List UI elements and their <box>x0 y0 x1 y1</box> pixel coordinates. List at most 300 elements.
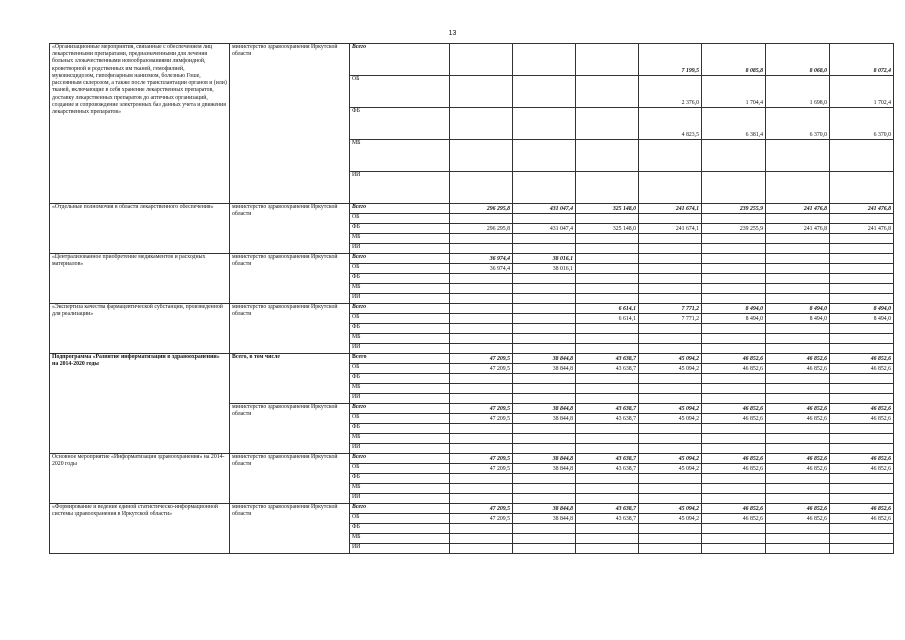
amount-cell: 38 844,8 <box>513 454 576 464</box>
activity-name: Подпрограмма «Развитие информатизации в здравоохранении» на 2014-2020 годы <box>50 354 230 454</box>
amount-cell <box>766 284 830 294</box>
amount-cell <box>702 494 766 504</box>
amount-cell <box>639 214 702 224</box>
amount-cell <box>450 534 513 544</box>
amount-cell: 296 295,8 <box>450 224 513 234</box>
amount-cell <box>576 172 639 204</box>
amount-cell: 7 771,2 <box>639 314 702 324</box>
amount-cell <box>450 76 513 108</box>
responsible-executor: министерство здравоохранения Иркутской области <box>230 504 350 554</box>
amount-cell <box>702 394 766 404</box>
amount-cell <box>450 374 513 384</box>
amount-cell <box>766 384 830 394</box>
responsible-executor: министерство здравоохранения Иркутской области <box>230 404 350 454</box>
amount-cell: 4 823,5 <box>639 108 702 140</box>
amount-cell: 8 494,0 <box>702 304 766 314</box>
amount-cell <box>576 334 639 344</box>
funding-source: МБ <box>350 434 450 444</box>
funding-source: МБ <box>350 284 450 294</box>
funding-source: Всего <box>350 254 450 264</box>
amount-cell <box>830 324 894 334</box>
amount-cell: 296 295,8 <box>450 204 513 214</box>
amount-cell: 2 376,0 <box>639 76 702 108</box>
amount-cell: 8 494,0 <box>702 314 766 324</box>
amount-cell: 43 638,7 <box>576 464 639 474</box>
amount-cell: 45 094,2 <box>639 364 702 374</box>
amount-cell <box>766 344 830 354</box>
amount-cell <box>576 140 639 172</box>
amount-cell: 46 852,6 <box>766 514 830 524</box>
amount-cell <box>576 76 639 108</box>
amount-cell <box>830 294 894 304</box>
amount-cell: 325 148,0 <box>576 204 639 214</box>
amount-cell: 46 852,6 <box>830 364 894 374</box>
amount-cell <box>576 374 639 384</box>
amount-cell <box>702 544 766 554</box>
funding-source: МБ <box>350 334 450 344</box>
amount-cell <box>639 494 702 504</box>
amount-cell <box>576 234 639 244</box>
amount-cell <box>639 172 702 204</box>
amount-cell <box>702 294 766 304</box>
amount-cell <box>702 474 766 484</box>
table-row <box>50 304 894 314</box>
amount-cell <box>830 334 894 344</box>
amount-cell <box>513 234 576 244</box>
amount-cell <box>450 234 513 244</box>
amount-cell <box>702 244 766 254</box>
amount-cell: 46 852,6 <box>830 454 894 464</box>
amount-cell: 46 852,6 <box>766 354 830 364</box>
amount-cell: 46 852,6 <box>830 354 894 364</box>
amount-cell <box>576 494 639 504</box>
amount-cell <box>513 304 576 314</box>
amount-cell: 8 085,8 <box>702 44 766 76</box>
amount-cell <box>576 244 639 254</box>
amount-cell: 6 381,4 <box>702 108 766 140</box>
amount-cell: 1 702,4 <box>830 76 894 108</box>
amount-cell <box>766 334 830 344</box>
table-row <box>50 454 894 464</box>
amount-cell <box>830 374 894 384</box>
financing-table <box>49 43 894 554</box>
amount-cell <box>576 324 639 334</box>
funding-source: ФБ <box>350 324 450 334</box>
amount-cell <box>513 244 576 254</box>
amount-cell <box>576 44 639 76</box>
activity-name: «Экспертиза качества фармацевтической субстанции, произведенной для реализации» <box>50 304 230 354</box>
funding-source: ФБ <box>350 274 450 284</box>
amount-cell <box>576 108 639 140</box>
amount-cell <box>766 264 830 274</box>
funding-source: ИИ <box>350 244 450 254</box>
amount-cell: 43 638,7 <box>576 504 639 514</box>
amount-cell <box>513 284 576 294</box>
amount-cell <box>513 294 576 304</box>
amount-cell: 46 852,6 <box>766 464 830 474</box>
amount-cell: 241 476,8 <box>766 204 830 214</box>
amount-cell: 46 852,6 <box>766 404 830 414</box>
funding-source: ФБ <box>350 524 450 534</box>
responsible-executor: министерство здравоохранения Иркутской области <box>230 204 350 254</box>
funding-source: ОБ <box>350 364 450 374</box>
amount-cell <box>766 374 830 384</box>
funding-source: ФБ <box>350 108 450 140</box>
amount-cell <box>830 484 894 494</box>
activity-name: «Централизованное приобретение медикаментов и расходных материалов» <box>50 254 230 304</box>
funding-source: Всего <box>350 304 450 314</box>
amount-cell <box>450 494 513 504</box>
amount-cell: 47 209,5 <box>450 354 513 364</box>
funding-source: ИИ <box>350 344 450 354</box>
funding-source: Всего <box>350 204 450 214</box>
amount-cell <box>576 544 639 554</box>
amount-cell <box>513 524 576 534</box>
amount-cell: 6 614,1 <box>576 304 639 314</box>
amount-cell <box>702 444 766 454</box>
funding-source: МБ <box>350 484 450 494</box>
amount-cell: 38 844,8 <box>513 354 576 364</box>
amount-cell: 46 852,6 <box>702 404 766 414</box>
table-row <box>50 254 894 264</box>
amount-cell: 47 209,5 <box>450 364 513 374</box>
amount-cell <box>450 384 513 394</box>
amount-cell <box>639 344 702 354</box>
amount-cell <box>513 314 576 324</box>
funding-source: ОБ <box>350 76 450 108</box>
funding-source: ОБ <box>350 314 450 324</box>
amount-cell: 38 016,1 <box>513 264 576 274</box>
amount-cell: 6 370,0 <box>830 108 894 140</box>
amount-cell <box>450 484 513 494</box>
amount-cell: 43 638,7 <box>576 514 639 524</box>
amount-cell <box>702 234 766 244</box>
amount-cell <box>513 434 576 444</box>
funding-source: ИИ <box>350 394 450 404</box>
table-row <box>50 44 894 76</box>
responsible-executor: министерство здравоохранения Иркутской области <box>230 44 350 204</box>
amount-cell <box>513 140 576 172</box>
amount-cell <box>450 334 513 344</box>
activity-name: Основное мероприятие «Информатизация здравоохранения» на 2014-2020 годы <box>50 454 230 504</box>
amount-cell <box>766 234 830 244</box>
amount-cell <box>830 344 894 354</box>
amount-cell <box>830 244 894 254</box>
amount-cell: 46 852,6 <box>702 454 766 464</box>
amount-cell <box>830 140 894 172</box>
amount-cell <box>639 140 702 172</box>
funding-source: ФБ <box>350 374 450 384</box>
amount-cell: 38 844,8 <box>513 504 576 514</box>
amount-cell: 1 698,0 <box>766 76 830 108</box>
amount-cell <box>830 424 894 434</box>
amount-cell <box>513 76 576 108</box>
amount-cell: 7 199,5 <box>639 44 702 76</box>
amount-cell: 46 852,6 <box>702 464 766 474</box>
amount-cell <box>513 494 576 504</box>
amount-cell <box>576 384 639 394</box>
amount-cell <box>702 172 766 204</box>
amount-cell <box>513 214 576 224</box>
amount-cell: 8 068,0 <box>766 44 830 76</box>
amount-cell: 45 094,2 <box>639 514 702 524</box>
amount-cell <box>639 244 702 254</box>
amount-cell: 431 047,4 <box>513 224 576 234</box>
amount-cell: 7 771,2 <box>639 304 702 314</box>
amount-cell: 47 209,5 <box>450 404 513 414</box>
amount-cell <box>576 434 639 444</box>
table-row <box>50 354 894 364</box>
amount-cell <box>702 334 766 344</box>
responsible-executor: министерство здравоохранения Иркутской области <box>230 454 350 504</box>
amount-cell <box>450 324 513 334</box>
amount-cell <box>513 324 576 334</box>
amount-cell: 46 852,6 <box>766 504 830 514</box>
amount-cell <box>450 294 513 304</box>
funding-source: Всего <box>350 404 450 414</box>
amount-cell: 46 852,6 <box>702 414 766 424</box>
amount-cell: 47 209,5 <box>450 414 513 424</box>
amount-cell <box>830 544 894 554</box>
funding-source: Всего <box>350 504 450 514</box>
funding-source: МБ <box>350 534 450 544</box>
funding-source: ИИ <box>350 172 450 204</box>
amount-cell: 38 844,8 <box>513 414 576 424</box>
amount-cell: 47 209,5 <box>450 514 513 524</box>
amount-cell: 6 614,1 <box>576 314 639 324</box>
amount-cell: 241 674,1 <box>639 224 702 234</box>
responsible-executor: Всего, в том числе <box>230 354 350 404</box>
funding-source: ОБ <box>350 264 450 274</box>
amount-cell <box>513 384 576 394</box>
amount-cell: 8 494,0 <box>766 304 830 314</box>
amount-cell: 46 852,6 <box>830 514 894 524</box>
amount-cell <box>639 264 702 274</box>
amount-cell: 46 852,6 <box>766 454 830 464</box>
amount-cell <box>576 284 639 294</box>
amount-cell <box>513 274 576 284</box>
amount-cell: 38 844,8 <box>513 464 576 474</box>
amount-cell <box>830 524 894 534</box>
amount-cell: 46 852,6 <box>830 464 894 474</box>
amount-cell <box>639 384 702 394</box>
amount-cell: 43 638,7 <box>576 414 639 424</box>
amount-cell <box>766 484 830 494</box>
amount-cell: 241 476,8 <box>830 224 894 234</box>
amount-cell <box>766 244 830 254</box>
amount-cell <box>766 474 830 484</box>
amount-cell <box>639 474 702 484</box>
amount-cell <box>639 254 702 264</box>
table-row <box>50 504 894 514</box>
amount-cell: 46 852,6 <box>766 414 830 424</box>
amount-cell: 47 209,5 <box>450 464 513 474</box>
amount-cell: 45 094,2 <box>639 354 702 364</box>
amount-cell <box>639 274 702 284</box>
amount-cell <box>766 444 830 454</box>
amount-cell: 43 638,7 <box>576 364 639 374</box>
amount-cell <box>766 434 830 444</box>
amount-cell: 47 209,5 <box>450 454 513 464</box>
amount-cell <box>513 172 576 204</box>
amount-cell: 46 852,6 <box>702 364 766 374</box>
amount-cell <box>513 44 576 76</box>
amount-cell: 431 047,4 <box>513 204 576 214</box>
amount-cell <box>513 424 576 434</box>
amount-cell <box>702 534 766 544</box>
amount-cell: 8 072,4 <box>830 44 894 76</box>
page-number: 13 <box>448 30 457 37</box>
amount-cell <box>766 534 830 544</box>
amount-cell: 46 852,6 <box>766 364 830 374</box>
amount-cell <box>830 394 894 404</box>
funding-source: Всего <box>350 44 450 76</box>
amount-cell: 38 844,8 <box>513 364 576 374</box>
amount-cell: 46 852,6 <box>830 504 894 514</box>
amount-cell <box>576 474 639 484</box>
amount-cell <box>513 534 576 544</box>
activity-name: «Формирование и ведение единой статистическо-информационной системы здравоохранения в Иркутской области» <box>50 504 230 554</box>
amount-cell <box>702 374 766 384</box>
amount-cell <box>830 534 894 544</box>
amount-cell <box>450 444 513 454</box>
responsible-executor: министерство здравоохранения Иркутской области <box>230 304 350 354</box>
amount-cell <box>639 544 702 554</box>
amount-cell: 38 844,8 <box>513 404 576 414</box>
amount-cell <box>513 544 576 554</box>
amount-cell <box>576 274 639 284</box>
amount-cell <box>639 524 702 534</box>
amount-cell <box>830 474 894 484</box>
amount-cell <box>639 434 702 444</box>
amount-cell: 38 844,8 <box>513 514 576 524</box>
amount-cell <box>830 234 894 244</box>
amount-cell <box>450 108 513 140</box>
amount-cell <box>450 244 513 254</box>
amount-cell <box>830 172 894 204</box>
funding-source: ОБ <box>350 214 450 224</box>
funding-source: ОБ <box>350 464 450 474</box>
amount-cell <box>830 264 894 274</box>
amount-cell <box>639 284 702 294</box>
amount-cell <box>576 534 639 544</box>
amount-cell <box>450 284 513 294</box>
amount-cell: 325 148,0 <box>576 224 639 234</box>
funding-source: МБ <box>350 384 450 394</box>
amount-cell: 6 370,0 <box>766 108 830 140</box>
amount-cell: 38 016,1 <box>513 254 576 264</box>
amount-cell <box>702 484 766 494</box>
amount-cell: 46 852,6 <box>830 414 894 424</box>
amount-cell <box>576 264 639 274</box>
amount-cell: 45 094,2 <box>639 414 702 424</box>
amount-cell: 241 476,8 <box>766 224 830 234</box>
funding-source: МБ <box>350 234 450 244</box>
amount-cell <box>513 394 576 404</box>
amount-cell <box>639 374 702 384</box>
funding-source: ИИ <box>350 444 450 454</box>
amount-cell <box>450 544 513 554</box>
amount-cell <box>450 314 513 324</box>
amount-cell <box>830 274 894 284</box>
amount-cell: 43 638,7 <box>576 354 639 364</box>
amount-cell <box>513 444 576 454</box>
funding-source: ОБ <box>350 414 450 424</box>
amount-cell: 46 852,6 <box>702 504 766 514</box>
amount-cell <box>830 444 894 454</box>
table-row <box>50 204 894 214</box>
amount-cell <box>513 344 576 354</box>
amount-cell <box>576 214 639 224</box>
amount-cell: 8 494,0 <box>766 314 830 324</box>
amount-cell <box>702 424 766 434</box>
funding-source: ФБ <box>350 224 450 234</box>
amount-cell <box>766 140 830 172</box>
amount-cell: 1 704,4 <box>702 76 766 108</box>
amount-cell: 43 638,7 <box>576 454 639 464</box>
amount-cell: 8 494,0 <box>830 314 894 324</box>
amount-cell: 239 255,9 <box>702 224 766 234</box>
amount-cell <box>766 172 830 204</box>
amount-cell <box>639 444 702 454</box>
amount-cell <box>702 384 766 394</box>
amount-cell <box>766 254 830 264</box>
amount-cell <box>576 444 639 454</box>
funding-source: ФБ <box>350 424 450 434</box>
amount-cell <box>766 294 830 304</box>
amount-cell: 241 476,8 <box>830 204 894 214</box>
amount-cell: 46 852,6 <box>702 514 766 524</box>
amount-cell <box>766 324 830 334</box>
amount-cell <box>450 394 513 404</box>
funding-source: ИИ <box>350 294 450 304</box>
amount-cell <box>450 474 513 484</box>
amount-cell: 45 094,2 <box>639 504 702 514</box>
amount-cell <box>702 264 766 274</box>
amount-cell <box>576 294 639 304</box>
funding-source: Всего <box>350 454 450 464</box>
amount-cell <box>766 524 830 534</box>
amount-cell <box>450 172 513 204</box>
amount-cell <box>576 484 639 494</box>
amount-cell <box>450 44 513 76</box>
amount-cell <box>576 344 639 354</box>
amount-cell <box>513 374 576 384</box>
amount-cell <box>639 324 702 334</box>
amount-cell <box>639 234 702 244</box>
amount-cell <box>830 434 894 444</box>
amount-cell <box>702 284 766 294</box>
amount-cell <box>639 534 702 544</box>
amount-cell <box>702 214 766 224</box>
amount-cell: 47 209,5 <box>450 504 513 514</box>
amount-cell <box>450 424 513 434</box>
amount-cell: 43 638,7 <box>576 404 639 414</box>
amount-cell <box>513 484 576 494</box>
responsible-executor: министерство здравоохранения Иркутской области <box>230 254 350 304</box>
funding-source: ФБ <box>350 474 450 484</box>
amount-cell <box>830 384 894 394</box>
amount-cell <box>766 494 830 504</box>
amount-cell <box>766 214 830 224</box>
amount-cell <box>702 524 766 534</box>
amount-cell <box>450 214 513 224</box>
funding-source: ОБ <box>350 514 450 524</box>
amount-cell <box>513 334 576 344</box>
amount-cell <box>830 254 894 264</box>
amount-cell <box>639 394 702 404</box>
amount-cell: 46 852,6 <box>702 354 766 364</box>
